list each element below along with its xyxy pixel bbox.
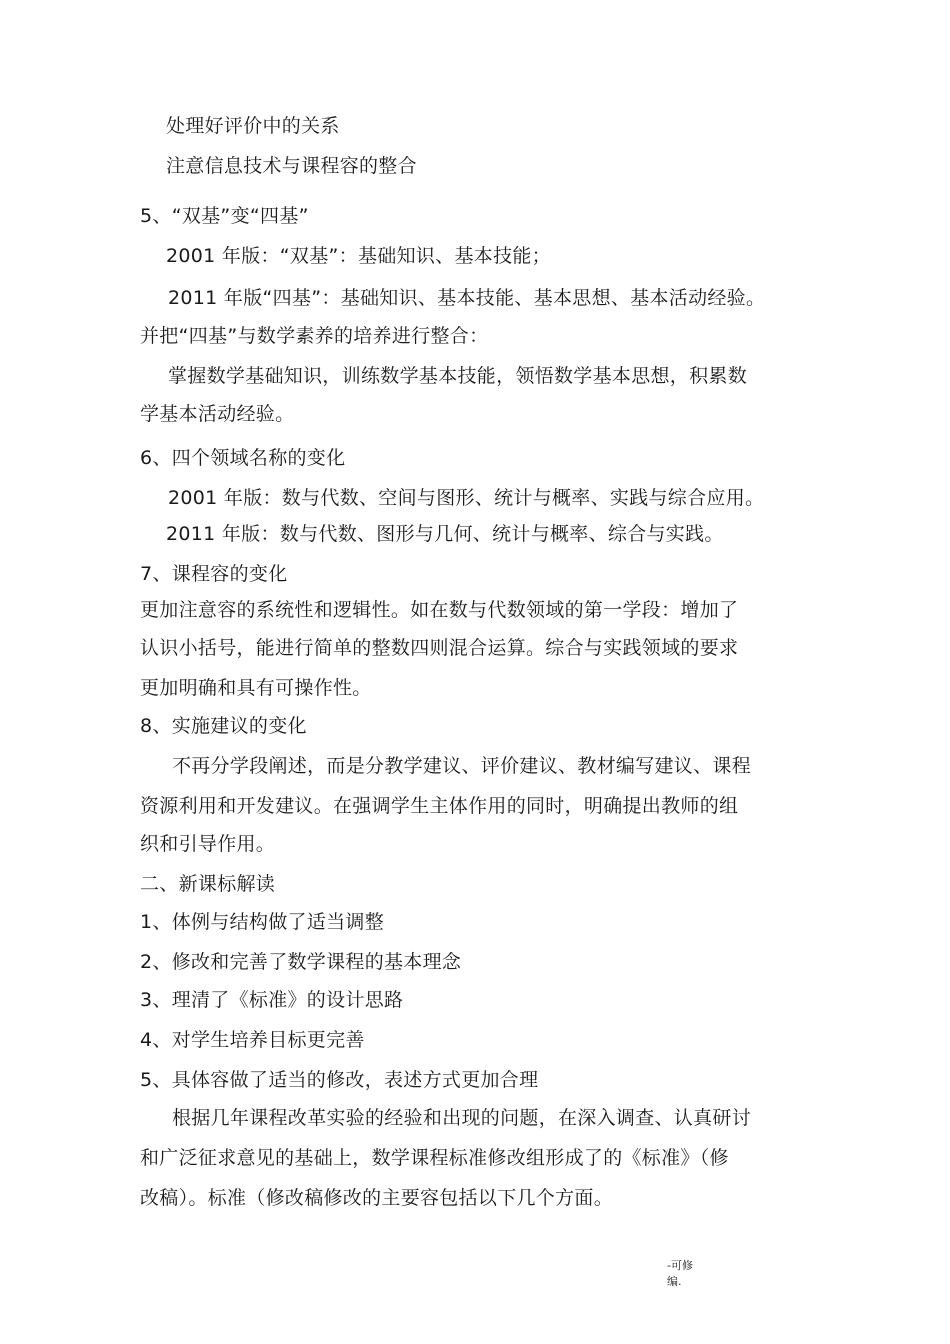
text-line: 2011 年版：数与代数、图形与几何、统计与概率、综合与实践。 xyxy=(166,523,724,545)
text-line: 掌握数学基础知识，训练数学基本技能，领悟数学基本思想，积累数 xyxy=(168,365,748,387)
text-line: 注意信息技术与课程容的整合 xyxy=(166,155,417,177)
section-heading: 6、四个领域名称的变化 xyxy=(140,447,346,469)
text-line: 资源利用和开发建议。在强调学生主体作用的同时，明确提出教师的组 xyxy=(140,795,739,817)
footer-note: -可修 xyxy=(667,1259,693,1272)
text-line: 更加注意容的系统性和逻辑性。如在数与代数领域的第一学段：增加了 xyxy=(140,599,739,621)
text-line: 并把“四基”与数学素养的培养进行整合： xyxy=(140,325,489,347)
list-item: 2、修改和完善了数学课程的基本理念 xyxy=(140,951,462,973)
section-heading: 8、实施建议的变化 xyxy=(140,715,307,737)
text-line: 2001 年版：数与代数、空间与图形、统计与概率、实践与综合应用。 xyxy=(168,487,765,509)
text-line: 2001 年版：“双基”：基础知识、基本技能； xyxy=(166,245,551,267)
text-line: 学基本活动经验。 xyxy=(140,403,295,425)
text-line: 认识小括号，能进行简单的整数四则混合运算。综合与实践领域的要求 xyxy=(140,637,739,659)
text-line: 处理好评价中的关系 xyxy=(166,115,340,137)
text-line: 2011 年版“四基”：基础知识、基本技能、基本思想、基本活动经验。 xyxy=(168,287,766,309)
text-line: 根据几年课程改革实验的经验和出现的问题，在深入调查、认真研讨 xyxy=(172,1107,752,1129)
section-heading: 二、新课标解读 xyxy=(140,873,276,895)
list-item: 1、体例与结构做了适当调整 xyxy=(140,911,384,933)
text-line: 和广泛征求意见的基础上，数学课程标准修改组形成了的《标准》（修 xyxy=(140,1147,729,1169)
list-item: 3、理清了《标准》的设计思路 xyxy=(140,989,404,1011)
section-heading: 7、课程容的变化 xyxy=(140,563,288,585)
text-line: 改稿）。标准（修改稿修改的主要容包括以下几个方面。 xyxy=(140,1187,614,1209)
list-item: 5、具体容做了适当的修改，表述方式更加合理 xyxy=(140,1069,539,1091)
footer-note: 编. xyxy=(667,1275,682,1288)
text-line: 更加明确和具有可操作性。 xyxy=(140,677,372,699)
section-heading: 5、“双基”变“四基” xyxy=(140,205,309,227)
list-item: 4、对学生培养目标更完善 xyxy=(140,1029,365,1051)
text-line: 织和引导作用。 xyxy=(140,833,276,855)
text-line: 不再分学段阐述，而是分教学建议、评价建议、教材编写建议、课程 xyxy=(172,755,752,777)
